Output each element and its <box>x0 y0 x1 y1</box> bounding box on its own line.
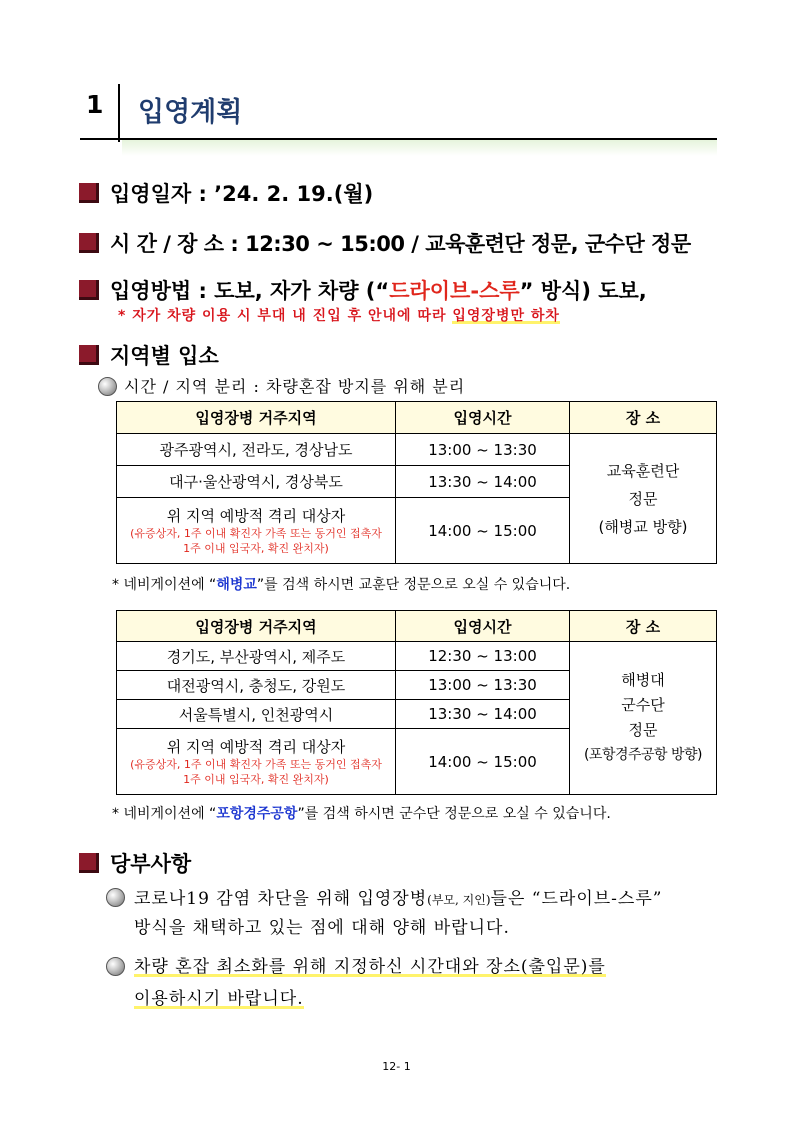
method-line <box>110 275 647 305</box>
square-bullet-icon <box>79 853 99 873</box>
isolation-note-2: 1주 이내 입국자, 확진 완치자) <box>183 541 329 555</box>
nav-note-1 <box>112 574 570 594</box>
method-prefix: 입영방법 : 도보, 자가 차량 (“ <box>110 279 390 303</box>
method-drive-thru: 드라이브-스루 <box>389 279 520 303</box>
table1-place-line: (해병교 방향) <box>598 517 688 536</box>
table2-time: 13:00 ~ 13:30 <box>396 671 570 700</box>
round-bullet-icon <box>106 957 125 976</box>
nav-note-2 <box>112 803 611 823</box>
table2-time: 12:30 ~ 13:00 <box>396 642 570 671</box>
table1-region: 광주광역시, 전라도, 경상남도 <box>117 434 396 466</box>
table2-place-line: (포항경주공항 방향) <box>583 747 703 763</box>
isolation-title: 위 지역 예방적 격리 대상자 <box>166 737 346 756</box>
isolation-title: 위 지역 예방적 격리 대상자 <box>166 506 346 525</box>
notice-p1-text-a: 코로나19 감염 차단을 위해 입영장병 <box>134 889 428 909</box>
notice-p1-line2: 방식을 채택하고 있는 점에 대해 양해 바랍니다. <box>134 918 510 938</box>
time-place-line: 시 간 / 장 소 : 12:30 ~ 15:00 / 교육훈련단 정문, 군수단 정문 <box>110 232 691 256</box>
table1-place-line: 정문 <box>628 489 658 508</box>
table2-time: 13:30 ~ 14:00 <box>396 700 570 729</box>
table1-time: 13:30 ~ 14:00 <box>396 466 570 498</box>
notice-p2-line2 <box>134 984 304 1009</box>
table1-place <box>570 434 717 564</box>
table2-header-time: 입영시간 <box>396 611 570 642</box>
square-bullet-icon <box>79 233 99 253</box>
method-note-text: * 자가 차량 이용 시 부대 내 진입 후 안내에 따라 <box>118 308 453 324</box>
notice-p1-text-b: 들은 “드라이브-스루” <box>490 889 663 909</box>
note1-keyword: 해병교 <box>216 577 257 593</box>
isolation-note-1: (유증상자, 1주 이내 확진자 가족 또는 동거인 접촉자 <box>130 526 382 540</box>
table2-region: 경기도, 부산광역시, 제주도 <box>117 642 396 671</box>
header-divider <box>118 84 120 142</box>
table1-place-line: 교육훈련단 <box>606 461 680 480</box>
table1-region <box>117 498 396 564</box>
table1-time: 13:00 ~ 13:30 <box>396 434 570 466</box>
table2-place <box>570 642 717 795</box>
table2-region: 서울특별시, 인천광역시 <box>117 700 396 729</box>
schedule-table-1 <box>116 401 717 564</box>
table2-place-line: 해병대 <box>621 671 665 689</box>
table2-region <box>117 729 396 795</box>
page-number: 12- 1 <box>382 1060 411 1073</box>
region-subtitle: 시간 / 지역 분리 : 차량혼잡 방지를 위해 분리 <box>124 377 466 396</box>
page-title: 입영계획 <box>138 97 243 128</box>
note2-keyword: 포항경주공항 <box>216 806 298 822</box>
isolation-note-1: (유증상자, 1주 이내 확진자 가족 또는 동거인 접촉자 <box>130 757 382 771</box>
table2-region: 대전광역시, 충청도, 강원도 <box>117 671 396 700</box>
method-suffix: ” 방식) 도보, <box>519 279 647 303</box>
note1-prefix: * 네비게이션에 “ <box>112 577 217 593</box>
square-bullet-icon <box>79 183 99 203</box>
section-number: 1 <box>86 90 104 119</box>
method-note-highlight: 입영장병만 하차 <box>452 308 560 324</box>
method-note <box>118 305 560 325</box>
table2-header-place: 장 소 <box>570 611 717 642</box>
schedule-table-2 <box>116 610 717 795</box>
header-shade <box>122 140 717 156</box>
notice-p1-line1 <box>134 884 662 909</box>
table2-header-region: 입영장병 거주지역 <box>117 611 396 642</box>
table1-header-time: 입영시간 <box>396 402 570 434</box>
note1-suffix: ”를 검색 하시면 교훈단 정문으로 오실 수 있습니다. <box>256 577 571 593</box>
notice-title: 당부사항 <box>110 852 192 876</box>
notice-p2-line1 <box>134 952 606 977</box>
round-bullet-icon <box>106 888 125 907</box>
region-title: 지역별 입소 <box>110 344 219 368</box>
isolation-note-2: 1주 이내 입국자, 확진 완치자) <box>183 772 329 786</box>
table-row <box>117 434 717 466</box>
table1-header-region: 입영장병 거주지역 <box>117 402 396 434</box>
round-bullet-icon <box>98 377 117 396</box>
table-row <box>117 642 717 671</box>
square-bullet-icon <box>79 280 99 300</box>
table2-time: 14:00 ~ 15:00 <box>396 729 570 795</box>
note2-prefix: * 네비게이션에 “ <box>112 806 217 822</box>
table2-place-line: 군수단 <box>621 696 665 714</box>
date-line: 입영일자 : ’24. 2. 19.(월) <box>110 182 374 206</box>
notice-p2-highlight-2: 이용하시기 바랍니다. <box>134 989 304 1009</box>
notice-p1-small: (부모, 지인) <box>427 893 491 907</box>
square-bullet-icon <box>79 345 99 365</box>
table1-region: 대구·울산광역시, 경상북도 <box>117 466 396 498</box>
note2-suffix: ”를 검색 하시면 군수단 정문으로 오실 수 있습니다. <box>297 806 611 822</box>
notice-p2-highlight-1: 차량 혼잡 최소화를 위해 지정하신 시간대와 장소(출입문)를 <box>134 957 606 977</box>
table2-place-line: 정문 <box>628 721 658 739</box>
table1-header-place: 장 소 <box>570 402 717 434</box>
table1-time: 14:00 ~ 15:00 <box>396 498 570 564</box>
